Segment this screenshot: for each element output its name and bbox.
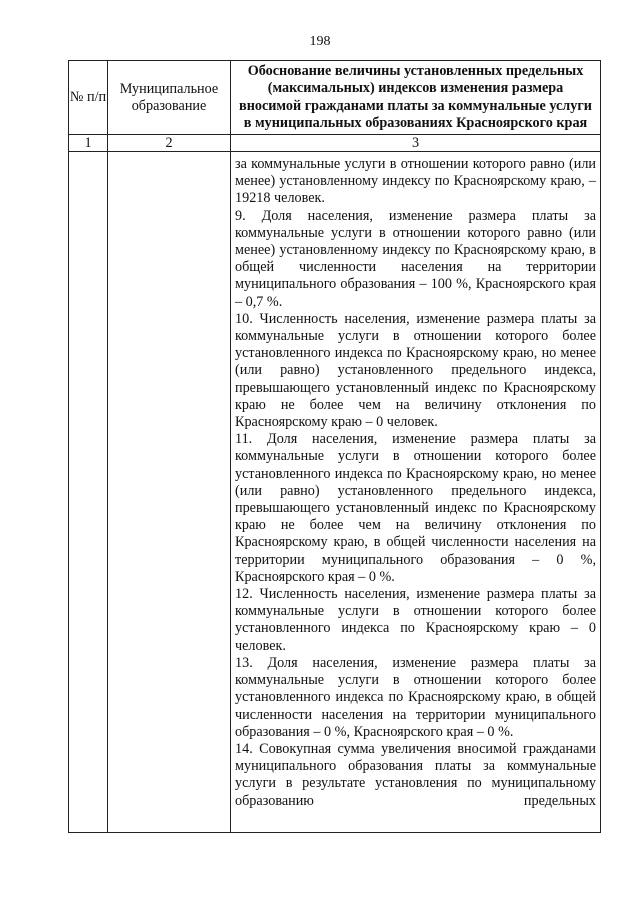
column-number-row (69, 135, 601, 152)
header-municipality: Муниципальное образование (108, 61, 231, 135)
column-number-3: 3 (231, 135, 601, 152)
paragraph-14-start: 14. Совокупная сумма увеличения вносимой гражданами муниципального образования платы за коммунальные услуги в результате установления по муниципальному образованию предельных (235, 740, 596, 809)
row-justification-cell (231, 152, 601, 833)
paragraph-9: 9. Доля населения, изменение размера платы за коммунальные услуги в отношении которого равно (или менее) установленному индексу по Красноярскому краю, в общей численности населения на территории муниципального образования – 100 %, Красноярского края – 0,7 %. (235, 207, 596, 310)
page-number: 198 (309, 34, 331, 49)
paragraph-13: 13. Доля населения, изменение размера платы за коммунальные услуги в отношении которого более установленного индекса по Красноярскому краю, в общей численности населения на территории муниципального образования – 0 %, Красноярского края – 0 %. (235, 654, 596, 740)
justification-table (68, 60, 601, 833)
row-municipality-cell (108, 152, 231, 833)
paragraph-11: 11. Доля населения, изменение размера платы за коммунальные услуги в отношении которого более установленного индекса по Красноярскому краю, но менее (или равно) установленного предельного индекса, превышающего установленный индекс по Красноярскому краю не более чем на величину отклонения по Красноярскому краю, в общей численности населения на территории муниципального образования – 0 %, Красноярского края – 0 %. (235, 431, 596, 585)
paragraph-12: 12. Численность населения, изменение размера платы за коммунальные услуги в отношении которого более установленного индекса по Красноярскому краю – 0 человек. (235, 586, 596, 654)
column-number-2: 2 (108, 135, 231, 152)
table-row (69, 152, 601, 833)
column-number-1: 1 (69, 135, 108, 152)
row-number-cell (69, 152, 108, 833)
paragraph-8-end: за коммунальные услуги в отношении которого равно (или менее) установленному индексу по Красноярскому краю, – 19218 человек. (235, 156, 596, 207)
table-header-row (69, 61, 601, 135)
header-number: № п/п (69, 61, 108, 135)
header-justification: Обоснование величины установленных предельных (максимальных) индексов изменения размера вносимой гражданами платы за коммунальные услуги в муниципальных образованиях Красноярского края (231, 61, 601, 135)
paragraph-10: 10. Численность населения, изменение размера платы за коммунальные услуги в отношении которого более установленного индекса по Красноярскому краю, но менее (или равно) установленного предельного индекса, превышающего установленный индекс по Красноярскому краю не более чем на величину отклонения по Красноярскому краю – 0 человек. (235, 310, 596, 431)
